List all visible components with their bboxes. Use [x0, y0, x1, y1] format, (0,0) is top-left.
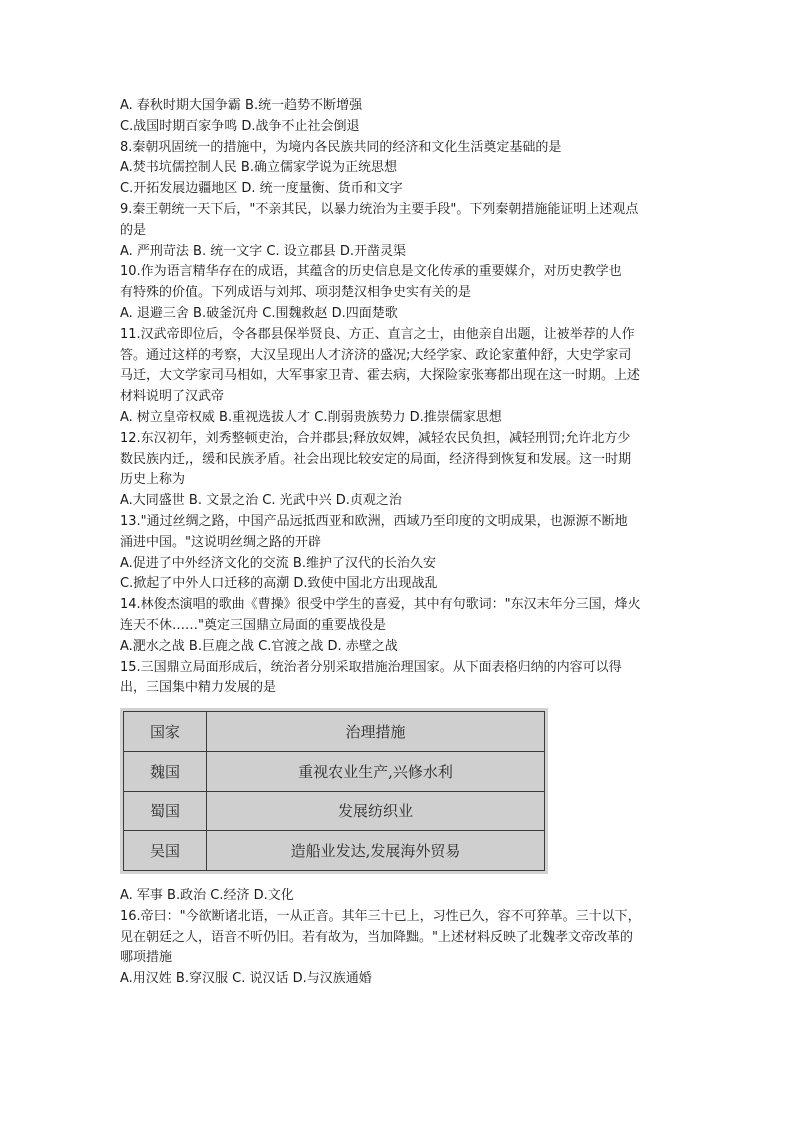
text-line: A. 军事 B.政治 C.经济 D.文化 — [120, 888, 294, 903]
table-row — [124, 791, 545, 831]
cell-country: 吴国 — [124, 831, 207, 871]
text-line: A. 树立皇帝权威 B.重视选拔人才 C.削弱贵族势力 D.推崇儒家思想 — [120, 409, 502, 425]
text-line: 连天不休……"奠定三国鼎立局面的重要战役是 — [120, 617, 386, 633]
text-line: C.开拓发展边疆地区 D. 统一度量衡、货币和文字 — [120, 181, 403, 197]
question-text-bottom — [120, 886, 690, 990]
text-line: 9.秦王朝统一天下后，"不亲其民，以暴力统治为主要手段"。下列秦朝措施能证明上述观点 — [120, 201, 639, 217]
text-line: A. 严刑苛法 B. 统一文字 C. 设立郡县 D.开凿灵渠 — [120, 243, 406, 259]
cell-measure: 重视农业生产,兴修水利 — [207, 751, 545, 791]
text-line: A.大同盛世 B. 文景之治 C. 光武中兴 D.贞观之治 — [120, 493, 402, 509]
text-line: 涌进中国。"这说明丝绸之路的开辟 — [120, 534, 321, 550]
cell-measure: 发展纺织业 — [207, 791, 545, 831]
text-line: C.掀起了中外人口迁移的高潮 D.致使中国北方出现战乱 — [120, 576, 438, 592]
text-line: A. 春秋时期大国争霸 B.统一趋势不断增强 — [120, 98, 363, 113]
text-line: A.焚书坑儒控制人民 B.确立儒家学说为正统思想 — [120, 160, 397, 176]
text-line: 见在朝廷之人，语音不听仍旧。若有故为，当加降黜。"上述材料反映了北魏孝文帝改革的 — [120, 929, 633, 945]
text-line: 15.三国鼎立局面形成后，统治者分别采取措施治理国家。从下面表格归纳的内容可以得 — [120, 659, 622, 675]
text-line: 14.林俊杰演唱的歌曲《曹操》很受中学生的喜爱，其中有句歌词："东汉末年分三国，烽火 — [120, 597, 641, 613]
text-line: 10.作为语言精华存在的成语，其蕴含的历史信息是文化传承的重要媒介，对历史教学也 — [120, 264, 622, 280]
cell-country: 蜀国 — [124, 791, 207, 831]
governance-table — [123, 711, 545, 871]
text-line: A.用汉姓 B.穿汉服 C. 说汉话 D.与汉族通婚 — [120, 971, 372, 987]
text-line: 12.东汉初年，刘秀整顿吏治，合并郡县;释放奴婢，减轻农民负担，减轻刑罚;允许北方少 — [120, 430, 631, 446]
table-header-row — [124, 712, 545, 752]
text-line: C.战国时期百家争鸣 D.战争不止社会倒退 — [120, 118, 360, 134]
text-line: 8.秦朝巩固统一的措施中，为境内各民族共同的经济和文化生活奠定基础的是 — [120, 139, 562, 155]
text-line: A. 退避三舍 B.破釜沉舟 C.围魏救赵 D.四面楚歌 — [120, 305, 398, 321]
text-line: 数民族内迁,，缓和民族矛盾。社会出现比较安定的局面，经济得到恢复和发展。这一时期 — [120, 451, 632, 467]
table-row — [124, 831, 545, 871]
text-line: 马迁，大文学家司马相如，大军事家卫青、霍去病，大探险家张骞都出现在这一时期。上述 — [120, 368, 641, 384]
text-line: 的是 — [120, 222, 147, 238]
cell-country: 魏国 — [124, 751, 207, 791]
text-line: 材料说明了汉武帝 — [120, 389, 225, 405]
text-line: 11.汉武帝即位后，令各郡县保举贤良、方正、直言之士，由他亲自出题，让被举荐的人作 — [120, 326, 635, 342]
text-line: 有特殊的价值。下列成语与刘邦、项羽楚汉相争史实有关的是 — [120, 285, 472, 301]
header-country: 国家 — [124, 712, 207, 752]
table-row — [124, 751, 545, 791]
header-measures: 治理措施 — [207, 712, 545, 752]
text-line: A.淝水之战 B.巨鹿之战 C.官渡之战 D. 赤壁之战 — [120, 638, 398, 654]
question-text-top — [120, 96, 690, 699]
text-line: 出，三国集中精力发展的是 — [120, 680, 277, 696]
text-line: 13."通过丝绸之路，中国产品远抵西亚和欧洲，西域乃至印度的文明成果，也源源不断地 — [120, 513, 628, 529]
text-line: 哪项措施 — [120, 950, 173, 966]
text-line: 历史上称为 — [120, 472, 186, 488]
governance-table-image — [120, 708, 548, 874]
text-line: 16.帝曰："今欲断诸北语，一从正音。其年三十已上，习性已久，容不可猝革。三十以下， — [120, 908, 641, 924]
cell-measure: 造船业发达,发展海外贸易 — [207, 831, 545, 871]
text-line: A.促进了中外经济文化的交流 B.维护了汉代的长治久安 — [120, 555, 436, 571]
text-line: 答。通过这样的考察，大汉呈现出人才济济的盛况;大经学家、政论家董仲舒，大史学家司 — [120, 347, 632, 363]
